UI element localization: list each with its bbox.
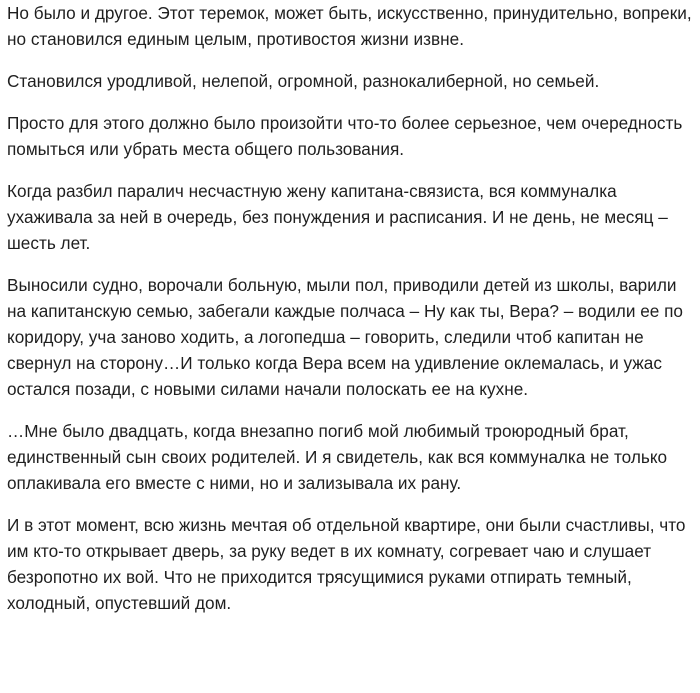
- paragraph-5: Выносили судно, ворочали больную, мыли пол, приводили детей из школы, варили на капитанскую семью, забегали каждые полчаса – Ну как ты, Вера? – водили ее по коридору, уча заново ходить, а логопедша – говорить, следили чтоб капитан не свернул на сторону…И только когда Вера всем на удивление оклемалась, и ужас остался позади, с новыми силами начали полоскать ее на кухне.: [7, 275, 683, 399]
- paragraph-6: …Мне было двадцать, когда внезапно погиб мой любимый троюродный брат, единственный сын своих родителей. И я свидетель, как вся коммуналка не только оплакивала его вместе с ними, но и зализывала их рану.: [7, 421, 668, 493]
- paragraph-2: Становился уродливой, нелепой, огромной, разнокалиберной, но семьей.: [7, 71, 600, 91]
- article-body: [7, 0, 700, 632]
- paragraph-3: Просто для этого должно было произойти что-то более серьезное, чем очередность помыться или убрать места общего пользования.: [7, 113, 683, 159]
- paragraph-4: Когда разбил паралич несчастную жену капитана-связиста, вся коммуналка ухаживала за ней в очередь, без понуждения и расписания. И не день, не месяц – шесть лет.: [7, 181, 668, 253]
- paragraph-7: И в этот момент, всю жизнь мечтая об отдельной квартире, они были счастливы, что им кто-то открывает дверь, за руку ведет в их комнату, согревает чаю и слушает безропотно их вой. Что не приходится трясущимися руками отпирать темный, холодный, опустевший дом.: [7, 515, 686, 613]
- paragraph-1: Но было и другое. Этот теремок, может быть, искусственно, принудительно, вопреки, но становился единым целым, противостоя жизни извне.: [7, 3, 692, 49]
